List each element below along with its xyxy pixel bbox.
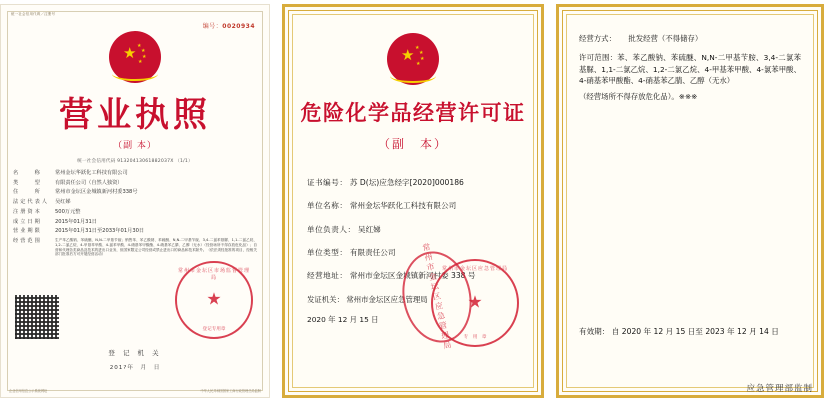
seal-top-text: 常州市金坛区应急管理局: [441, 266, 508, 272]
field-value: 2015年01月31日至2033年01月30日: [55, 228, 145, 235]
field-key: 营业期限: [13, 228, 42, 235]
field-key: 经营地址：: [307, 271, 348, 280]
issuer-value: 常州市金坛区应急管理局: [346, 295, 428, 305]
field-key: 许可范围：: [579, 53, 618, 63]
field-key: 经营方式：: [579, 34, 616, 43]
field-value: 2015年01月31日: [55, 218, 97, 225]
license-subtitle: （副 本）: [113, 141, 157, 151]
seal-bottom-text: 专 用 章: [463, 335, 487, 340]
footer-left-text: 企业信用信息公示系统网址: [9, 389, 48, 393]
field-key: 法定代表人: [13, 199, 49, 206]
hazchem-permit-back-card: [556, 4, 824, 398]
supervisor-footer: 应急管理部监制: [746, 384, 813, 394]
field-value: 常州金坛华跃化工科技有限公司: [349, 201, 457, 211]
field-value: 吴红娣: [55, 199, 71, 206]
permit-back-content: [579, 33, 801, 110]
field-key: 注册资本: [13, 208, 42, 215]
field-value: 自 2020 年 12 月 15 日至 2023 年 12 月 14 日: [611, 327, 779, 336]
field-key: 有效期：: [579, 327, 610, 336]
permit-title: 危险化学品经营许可证: [300, 100, 526, 125]
field-key: 单位名称：: [307, 201, 348, 211]
qr-code: [15, 295, 59, 339]
license-issue-date: 201?年 月 日: [109, 365, 161, 371]
issue-date: 2020 年 12 月 15 日: [307, 315, 379, 325]
national-emblem-icon: ★ ★ ★ ★ ★: [387, 33, 439, 85]
license-serial: [203, 21, 255, 30]
license-title: 营业执照: [59, 95, 211, 135]
field-key: 名 称: [13, 170, 42, 176]
field-key: 单位类型：: [307, 247, 348, 257]
validity-row: [579, 326, 779, 337]
field-value: 500万元整: [55, 208, 81, 215]
field-key: 证书编号：: [307, 178, 348, 187]
field-value: 有限责任公司（自然人独资）: [55, 179, 123, 186]
field-value: 苏 D(坛)应急经字[2020]000186: [349, 178, 464, 187]
scope-note: （经营场所不得存放危化品）。※※※: [579, 91, 698, 101]
field-value: 常州金坛华跃化工科技有限公司: [55, 170, 128, 176]
business-license-card: [0, 4, 270, 398]
business-mode-row: [579, 33, 801, 44]
permit-official-seal: 常州市金坛区应急管理局 ★ 专 用 章: [431, 259, 519, 347]
field-key: 成立日期: [13, 218, 42, 225]
field-value: 批发经营（不得储存）: [628, 34, 703, 43]
field-value: 常州市金坛区金城镇新河村委 338 号: [349, 271, 476, 280]
registration-seal: 常州市金坛区市场监督管理局 ★ 登记专用章: [175, 261, 253, 339]
field-value: 有限责任公司: [349, 247, 396, 257]
seal-top-text: 常州市金坛区市场监督管理局: [177, 268, 250, 281]
seal-bottom-text: 登记专用章: [202, 327, 226, 332]
field-key: 类 型: [13, 179, 42, 186]
license-issuer-label: 登 记 机 关: [108, 349, 162, 357]
hazchem-permit-front-card: [282, 4, 544, 398]
license-serial-value: 0020934: [222, 23, 255, 30]
field-value: 苯、苯乙酸钠、苯硫醚、N,N-二甲基苄胺、3,4-二氯苯基脲、1,1-二氯乙烷、1,2-二氯乙烷、4-甲基苯甲酸、4-氯苯甲酸、4-硝基苯甲酸酯、4-硝基苯乙腈、乙醇（无水）: [579, 53, 801, 86]
field-key: 单位负责人：: [307, 224, 356, 234]
footer-right-text: 中华人民共和国国家工商行政管理总局监制: [200, 389, 261, 393]
license-footer: [9, 388, 261, 393]
scope-key: 经营范围: [13, 238, 42, 245]
license-serial-label: 编号：: [202, 23, 223, 30]
oval-seal-text: 常州市金坛区应急管理局: [421, 242, 453, 352]
field-value: 吴红娣: [357, 224, 381, 234]
national-emblem-icon: ★ ★ ★ ★ ★: [109, 31, 161, 83]
field-value: 常州市金坛区金城镇新河村委338号: [55, 189, 138, 196]
permit-scope-row: [579, 52, 801, 102]
scope-value: 生产苯乙酸钠、苯硫醚、N,N-二甲基苄胺；销售苯、苯乙酸钠、苯硫醚、N,N-二甲基苄胺、3,4-二氯苯基脲、1,1-二氯乙烷、1,2-二氯乙烷、4-甲基苯甲酸、4-氯苯甲酸、4-硝基苯甲酸酯、4-硝基苯乙腈、乙醇（无水）（经营场所不得存放危化品）；自营和代理各类商品及技术的进出口业务，但国家限定公司经营或禁止进出口的商品和技术除外。（依法须经批准的项目，经相关部门批准后方可开展经营活动）: [55, 238, 257, 257]
permit-subtitle: （副 本）: [377, 137, 448, 151]
issuer-label: 发证机关：: [307, 295, 344, 305]
license-registration-code: 统一社会信用代码 91320413061882037X （1/1）: [77, 159, 193, 164]
field-key: 住 所: [13, 189, 42, 196]
license-top-code-line: 统一社会信用代码／注册号: [11, 12, 56, 16]
